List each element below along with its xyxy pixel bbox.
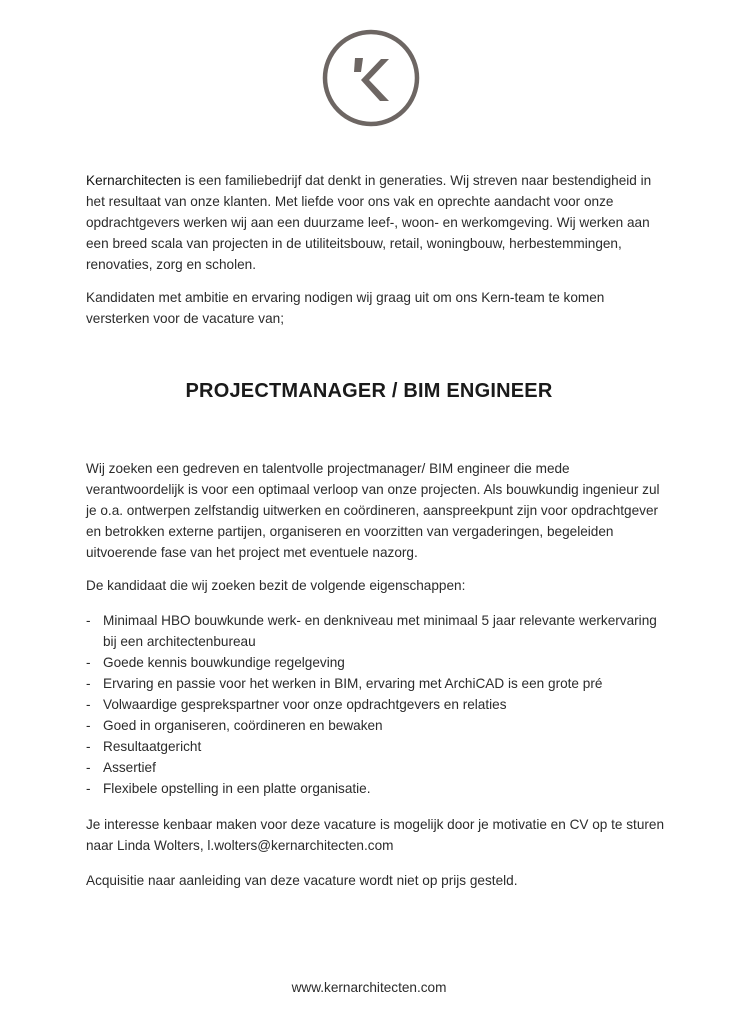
job-title: PROJECTMANAGER / BIM ENGINEER [185, 380, 553, 402]
intro-paragraph [86, 170, 666, 275]
description-paragraph [86, 458, 666, 563]
apply-text: Je interesse kenbaar maken voor deze vacature is mogelijk door je motivatie en CV op te sturen naar Linda Wolters, l.wolters@kernarchitecten.com [86, 817, 665, 853]
invite-text: Kandidaten met ambitie en ervaring nodigen wij graag uit om ons Kern-team te komen versterken voor de vacature van; [86, 290, 605, 326]
list-item: - Assertief [86, 757, 666, 778]
requirements-list [86, 610, 666, 799]
brand-name: Kernarchitecten [86, 173, 182, 188]
invite-paragraph [86, 287, 666, 329]
footer-url: www.kernarchitecten.com [291, 980, 447, 995]
requirements-intro [86, 575, 666, 596]
kernarchitecten-logo [321, 28, 421, 128]
description-text: Wij zoeken een gedreven en talentvolle projectmanager/ BIM engineer die mede verantwoordelijk is voor een optimaal verloop van onze projecten. Als bouwkundig ingenieur zul je o.a. ontwerpen zelfstandig uitwerken en coördineren, aanspreekpunt zijn voor opdrachtgever en betrokken externe partijen, organiseren en voorzitten van vergaderingen, begeleiden uitvoerende fase van het project met eventuele nazorg. [86, 461, 660, 560]
list-item: - Flexibele opstelling in een platte organisatie. [86, 778, 666, 799]
list-item: - Goed in organiseren, coördineren en bewaken [86, 715, 666, 736]
acquisition-text: Acquisitie naar aanleiding van deze vacature wordt niet op prijs gesteld. [86, 873, 518, 888]
list-item: - Resultaatgericht [86, 736, 666, 757]
list-item: - Minimaal HBO bouwkunde werk- en denkniveau met minimaal 5 jaar relevante werkervaring bij een architectenbureau [86, 610, 666, 652]
list-item: - Volwaardige gesprekspartner voor onze opdrachtgevers en relaties [86, 694, 666, 715]
list-item: - Goede kennis bouwkundige regelgeving [86, 652, 666, 673]
apply-paragraph [86, 814, 666, 856]
acquisition-paragraph [86, 870, 666, 891]
intro-text: is een familiebedrijf dat denkt in generaties. Wij streven naar bestendigheid in het resultaat van onze klanten. Met liefde voor ons vak en oprechte aandacht voor onze opdrachtgevers werken wij aan een duurzame leef-, woon- en werkomgeving. Wij werken aan een breed scala van projecten in de utiliteitsbouw, retail, woningbouw, herbestemmingen, renovaties, zorg en scholen. [86, 173, 652, 272]
requirements-intro-text: De kandidaat die wij zoeken bezit de volgende eigenschappen: [86, 578, 466, 593]
list-item: - Ervaring en passie voor het werken in BIM, ervaring met ArchiCAD is een grote pré [86, 673, 666, 694]
